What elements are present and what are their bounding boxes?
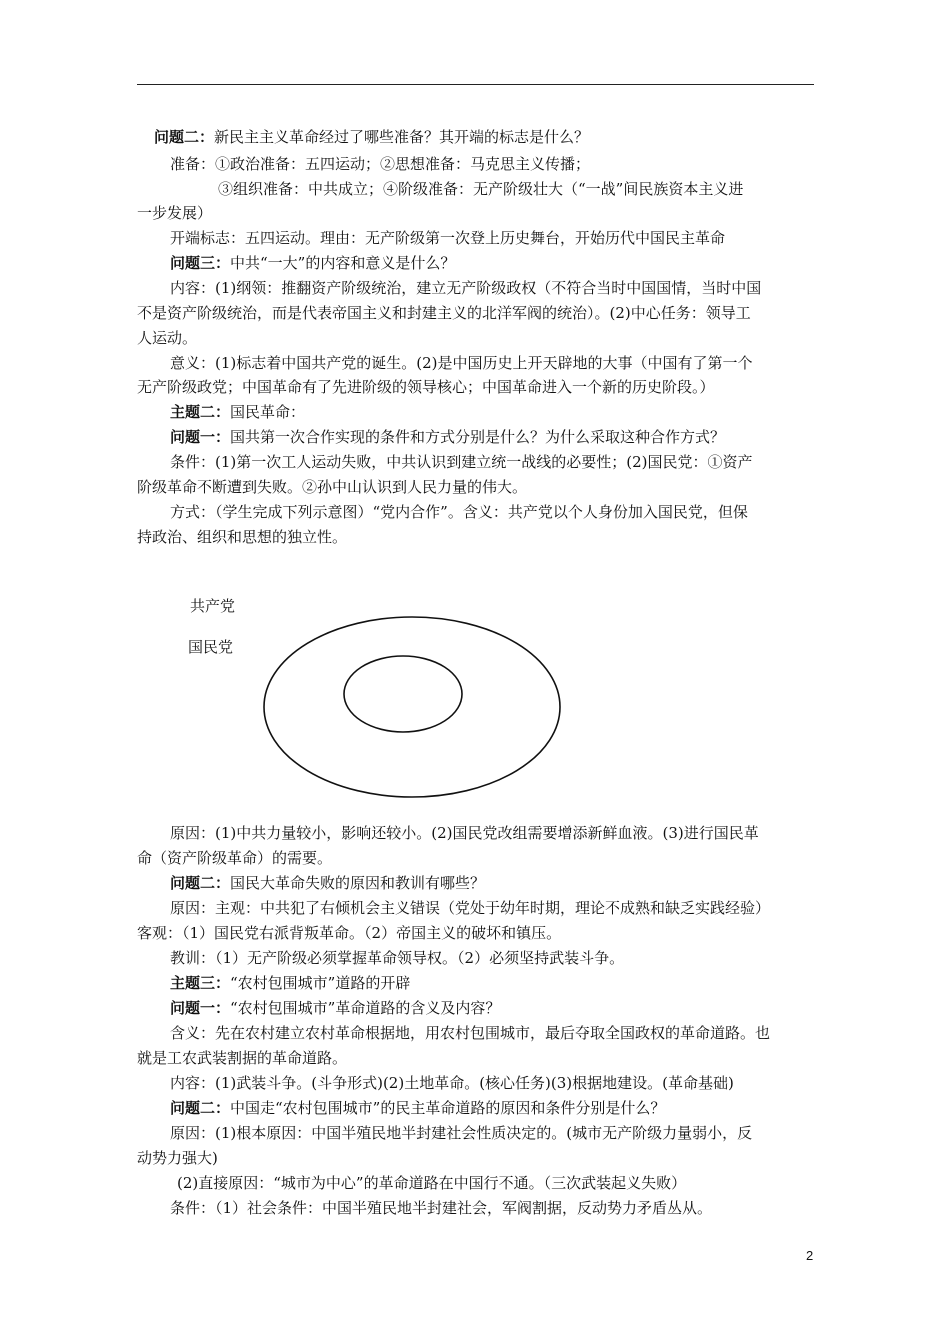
question-heading: 问题三：: [170, 254, 231, 272]
preparation-line-1: 准备：①政治准备：五四运动；②思想准备：马克思主义传播；: [170, 155, 591, 173]
question-text: 中共“一大”的内容和意义是什么？: [230, 254, 456, 272]
question-two-line: [154, 128, 589, 146]
question-heading: 问题二：: [170, 1099, 231, 1117]
reason-line-1: 原因：(1)中共力量较小，影响还较小。(2)国民党改组需要增添新鲜血液。(3)进行国民革: [170, 824, 759, 842]
question-heading: 问题一：: [170, 428, 231, 446]
condition-line-1: 条件：(1)第一次工人运动失败，中共认识到建立统一战线的必要性；(2)国民党：①资产: [170, 453, 753, 471]
theme-text: 国民革命：: [230, 403, 306, 421]
definition-line-2: 就是工农武装割据的革命道路。: [137, 1049, 348, 1067]
question-text: “农村包围城市”革命道路的含义及内容？: [230, 999, 501, 1017]
definition-line-1: 含义：先在农村建立农村革命根据地，用农村包围城市，最后夺取全国政权的革命道路。也: [170, 1024, 771, 1042]
question-text: 国民大革命失败的原因和教训有哪些？: [230, 874, 486, 892]
content-line: 内容：(1)武装斗争。(斗争形式)(2)土地革命。(核心任务)(3)根据地建设。(革命基础): [170, 1074, 734, 1092]
condition-line-2: 阶级革命不断遭到失败。②孙中山认识到人民力量的伟大。: [137, 478, 528, 496]
question-one-line: [170, 999, 500, 1017]
question-two-line: [170, 1099, 665, 1117]
question-three-line: [170, 254, 455, 272]
question-text: 新民主主义革命经过了哪些准备？其开端的标志是什么？: [214, 128, 590, 146]
road-reason-line-2: 动势力强大): [137, 1149, 218, 1167]
content-line-3: 人运动。: [137, 329, 198, 347]
meaning-line-2: 无产阶级政党；中国革命有了先进阶级的领导核心；中国革命进入一个新的历史阶段。）: [137, 378, 715, 396]
condition-line: 条件：（1）社会条件：中国半殖民地半封建社会，军阀割据，反动势力矛盾丛从。: [170, 1199, 713, 1217]
cause-line-1: 原因：主观：中共犯了右倾机会主义错误（党处于幼年时期，理论不成熟和缺乏实践经验）: [170, 899, 771, 917]
direct-reason-line: (2)直接原因：“城市为中心”的革命道路在中国行不通。（三次武装起义失败）: [177, 1174, 687, 1192]
content-line-2: 不是资产阶级统治，而是代表帝国主义和封建主义的北洋军阀的统治）。(2)中心任务：领导工: [137, 304, 751, 322]
preparation-line-3: 一步发展）: [137, 204, 213, 222]
question-one-line: [170, 428, 725, 446]
question-heading: 问题一：: [170, 999, 231, 1017]
meaning-line-1: 意义：(1)标志着中国共产党的诞生。(2)是中国历史上开天辟地的大事（中国有了第一个: [170, 354, 753, 372]
cause-line-2: 客观：（1）国民党右派背叛革命。（2）帝国主义的破坏和镇压。: [137, 924, 562, 942]
reason-line-2: 命（资产阶级革命）的需要。: [137, 849, 333, 867]
question-text: 国共第一次合作实现的条件和方式分别是什么？为什么采取这种合作方式？: [230, 428, 726, 446]
kmt-label: 国民党: [188, 638, 234, 656]
theme-three-line: [170, 974, 410, 992]
outer-ellipse: [264, 617, 560, 797]
lesson-line: 教训：（1）无产阶级必须掌握革命领导权。（2）必须坚持武装斗争。: [170, 949, 625, 967]
road-reason-line-1: 原因：(1)根本原因：中国半殖民地半封建社会性质决定的。(城市无产阶级力量弱小，反: [170, 1124, 753, 1142]
preparation-line-2: ③组织准备：中共成立；④阶级准备：无产阶级壮大（“一战”间民族资本主义进: [218, 180, 744, 198]
question-heading: 问题二：: [154, 128, 215, 146]
page-number: 2: [806, 1248, 814, 1263]
theme-two-line: [170, 403, 305, 421]
content-line-1: 内容：(1)纲领：推翻资产阶级统治，建立无产阶级政权（不符合当时中国国情，当时中国: [170, 279, 762, 297]
method-line-1: 方式：（学生完成下列示意图）“党内合作”。含义：共产党以个人身份加入国民党，但保: [170, 503, 748, 521]
question-heading: 问题二：: [170, 874, 231, 892]
start-mark-line: 开端标志：五四运动。理由：无产阶级第一次登上历史舞台，开始历代中国民主革命: [170, 229, 726, 247]
question-two-line: [170, 874, 485, 892]
theme-heading: 主题二：: [170, 403, 231, 421]
theme-heading: 主题三：: [170, 974, 231, 992]
header-rule: [137, 84, 814, 85]
inner-ellipse: [344, 656, 462, 732]
party-cooperation-diagram: [262, 615, 562, 799]
theme-text: “农村包围城市”道路的开辟: [230, 974, 411, 992]
communist-party-label: 共产党: [190, 597, 236, 615]
question-text: 中国走“农村包围城市”的民主革命道路的原因和条件分别是什么？: [230, 1099, 666, 1117]
method-line-2: 持政治、组织和思想的独立性。: [137, 528, 348, 546]
